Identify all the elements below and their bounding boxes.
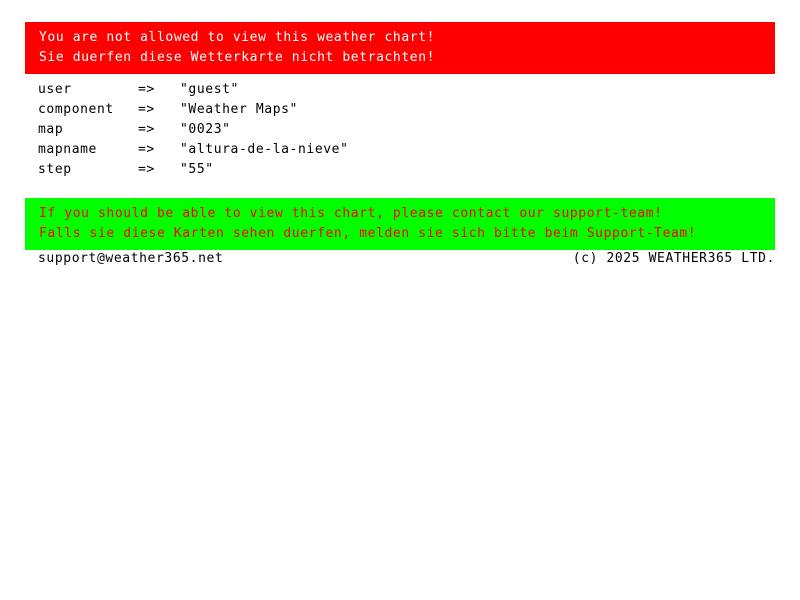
param-arrow: => — [138, 102, 155, 117]
copyright-notice: (c) 2025 WEATHER365 LTD. — [572, 251, 775, 266]
parameter-list — [38, 80, 349, 180]
error-banner-line-en: You are not allowed to view this weather chart! — [39, 30, 436, 45]
support-email-link[interactable]: support@weather365.net — [38, 251, 224, 266]
param-value-component: "Weather Maps" — [180, 102, 298, 117]
table-row — [38, 100, 349, 120]
param-key-user: user — [38, 82, 72, 97]
table-row — [38, 80, 349, 100]
param-arrow: => — [138, 122, 155, 137]
param-key-mapname: mapname — [38, 142, 97, 157]
footer — [38, 250, 775, 268]
param-key-step: step — [38, 162, 72, 177]
param-value-step: "55" — [180, 162, 214, 177]
param-value-mapname: "altura-de-la-nieve" — [180, 142, 349, 157]
param-value-user: "guest" — [180, 82, 239, 97]
error-banner — [25, 22, 775, 74]
support-banner-line-de: Falls sie diese Karten sehen duerfen, melden sie sich bitte beim Support-Team! — [39, 226, 697, 241]
param-arrow: => — [138, 162, 155, 177]
param-value-map: "0023" — [180, 122, 231, 137]
param-key-component: component — [38, 102, 114, 117]
param-arrow: => — [138, 142, 155, 157]
support-banner-line-en: If you should be able to view this chart, please contact our support-team! — [39, 206, 663, 221]
table-row — [38, 140, 349, 160]
table-row — [38, 120, 349, 140]
table-row — [38, 160, 349, 180]
support-banner — [25, 198, 775, 250]
param-key-map: map — [38, 122, 64, 137]
param-arrow: => — [138, 82, 155, 97]
error-banner-line-de: Sie duerfen diese Wetterkarte nicht betrachten! — [39, 50, 436, 65]
